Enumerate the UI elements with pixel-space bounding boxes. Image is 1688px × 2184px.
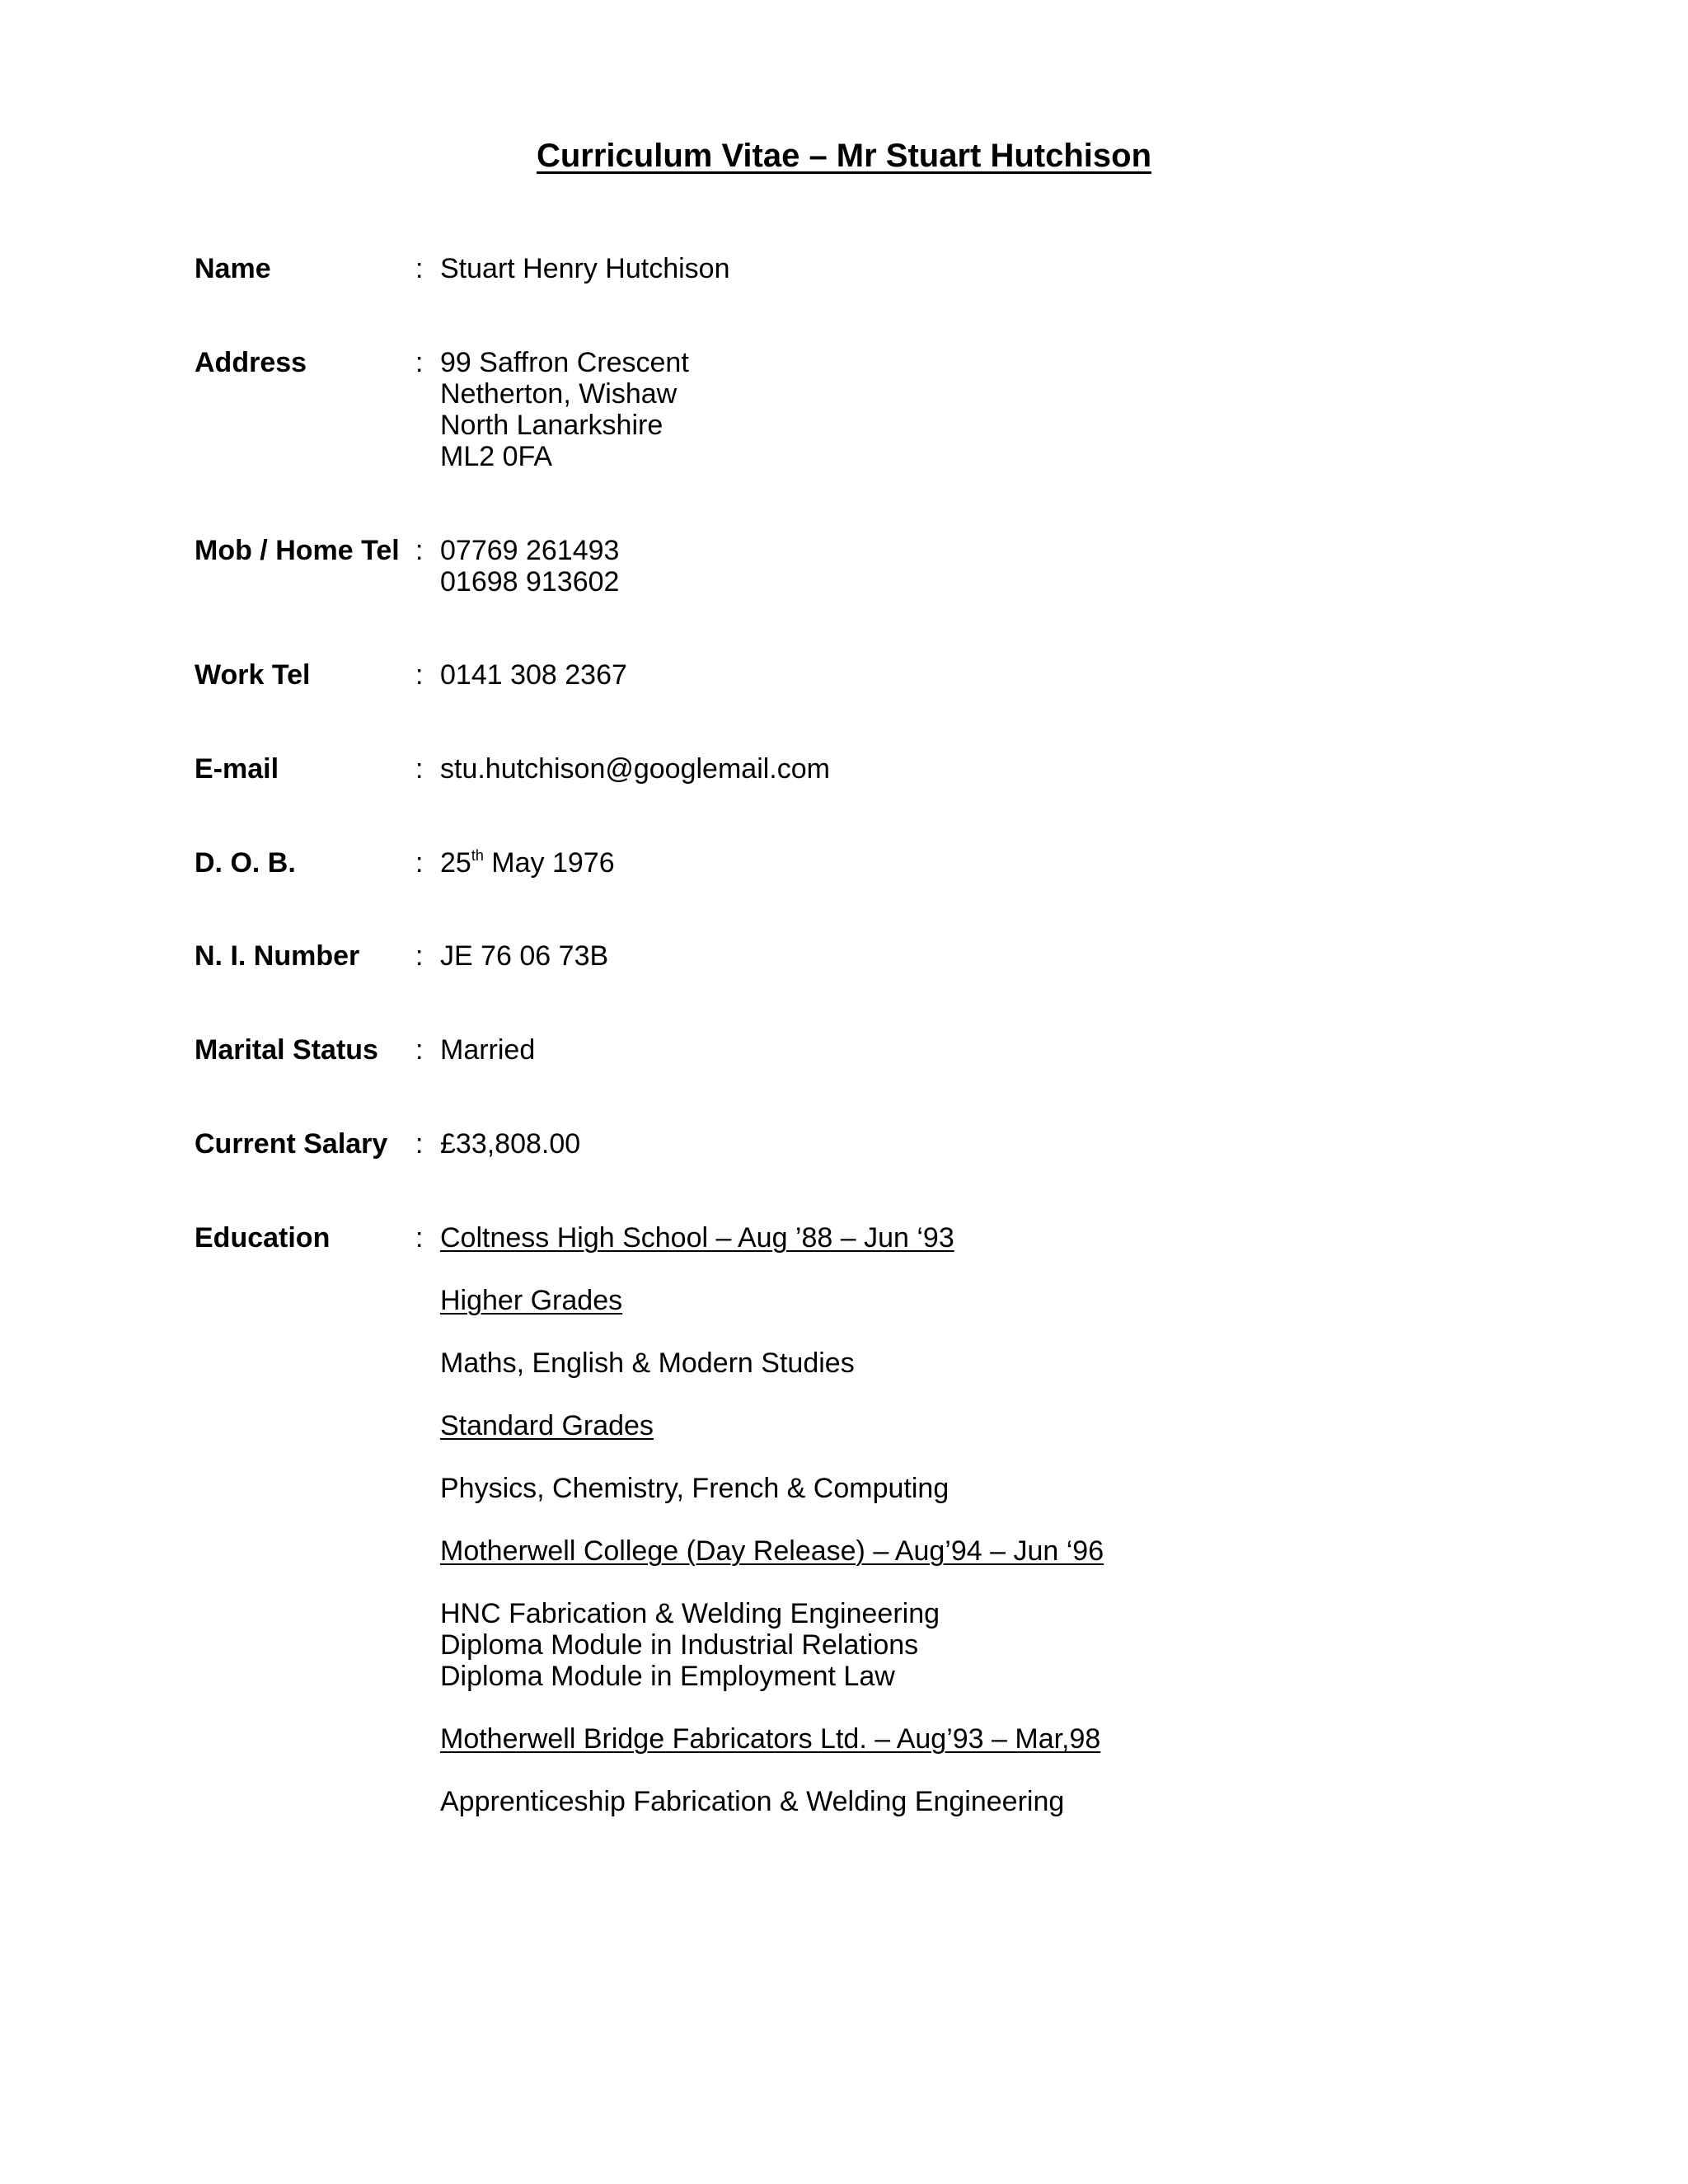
college-qualification: Diploma Module in Industrial Relations [440, 1629, 919, 1661]
work-tel-value: 0141 308 2367 [440, 659, 627, 691]
dob-day: 25 [440, 847, 471, 879]
email-label: E-mail [195, 753, 279, 785]
separator: : [415, 1128, 424, 1160]
phone-label: Mob / Home Tel [195, 535, 400, 566]
college-heading: Motherwell College (Day Release) – Aug’94 – Jun ‘96 [440, 1535, 1104, 1567]
education-school: Coltness High School – Aug ’88 – Jun ‘93 [440, 1222, 954, 1254]
college-qualification: HNC Fabrication & Welding Engineering [440, 1598, 940, 1629]
address-label: Address [195, 347, 307, 378]
separator: : [415, 253, 424, 284]
marital-status-value: Married [440, 1034, 536, 1066]
standard-grades-heading: Standard Grades [440, 1410, 654, 1441]
college-qualification: Diploma Module in Employment Law [440, 1661, 895, 1692]
address-line: 99 Saffron Crescent [440, 347, 689, 378]
address-value [440, 347, 689, 472]
separator: : [415, 940, 424, 972]
separator: : [415, 1222, 424, 1254]
address-line: Netherton, Wishaw [440, 378, 678, 410]
separator: : [415, 753, 424, 785]
ni-number-value: JE 76 06 73B [440, 940, 609, 972]
separator: : [415, 659, 424, 691]
apprenticeship: Apprenticeship Fabrication & Welding Engineering [440, 1786, 1065, 1817]
email-value: stu.hutchison@googlemail.com [440, 753, 830, 785]
work-tel-label: Work Tel [195, 659, 311, 691]
home-number: 01698 913602 [440, 566, 620, 598]
education-label: Education [195, 1222, 331, 1254]
salary-value: £33,808.00 [440, 1128, 581, 1160]
salary-label: Current Salary [195, 1128, 388, 1160]
separator: : [415, 847, 424, 879]
dob-suffix: th [471, 847, 484, 864]
ni-number-label: N. I. Number [195, 940, 360, 972]
page-title: Curriculum Vitae – Mr Stuart Hutchison [536, 138, 1152, 174]
separator: : [415, 535, 424, 566]
standard-grades-subjects: Physics, Chemistry, French & Computing [440, 1473, 950, 1504]
mobile-number: 07769 261493 [440, 535, 620, 566]
address-line: North Lanarkshire [440, 410, 663, 441]
employer-heading: Motherwell Bridge Fabricators Ltd. – Aug’93 – Mar,98 [440, 1723, 1101, 1755]
higher-grades-subjects: Maths, English & Modern Studies [440, 1347, 855, 1379]
separator: : [415, 347, 424, 378]
address-line: ML2 0FA [440, 441, 553, 472]
higher-grades-heading: Higher Grades [440, 1285, 623, 1316]
marital-status-label: Marital Status [195, 1034, 378, 1066]
name-label: Name [195, 253, 271, 284]
separator: : [415, 1034, 424, 1066]
college-qualifications [440, 1598, 940, 1692]
phone-value [440, 535, 619, 598]
name-value: Stuart Henry Hutchison [440, 253, 730, 284]
dob-label: D. O. B. [195, 847, 296, 879]
dob-rest: May 1976 [483, 847, 615, 879]
dob-value [440, 847, 615, 879]
